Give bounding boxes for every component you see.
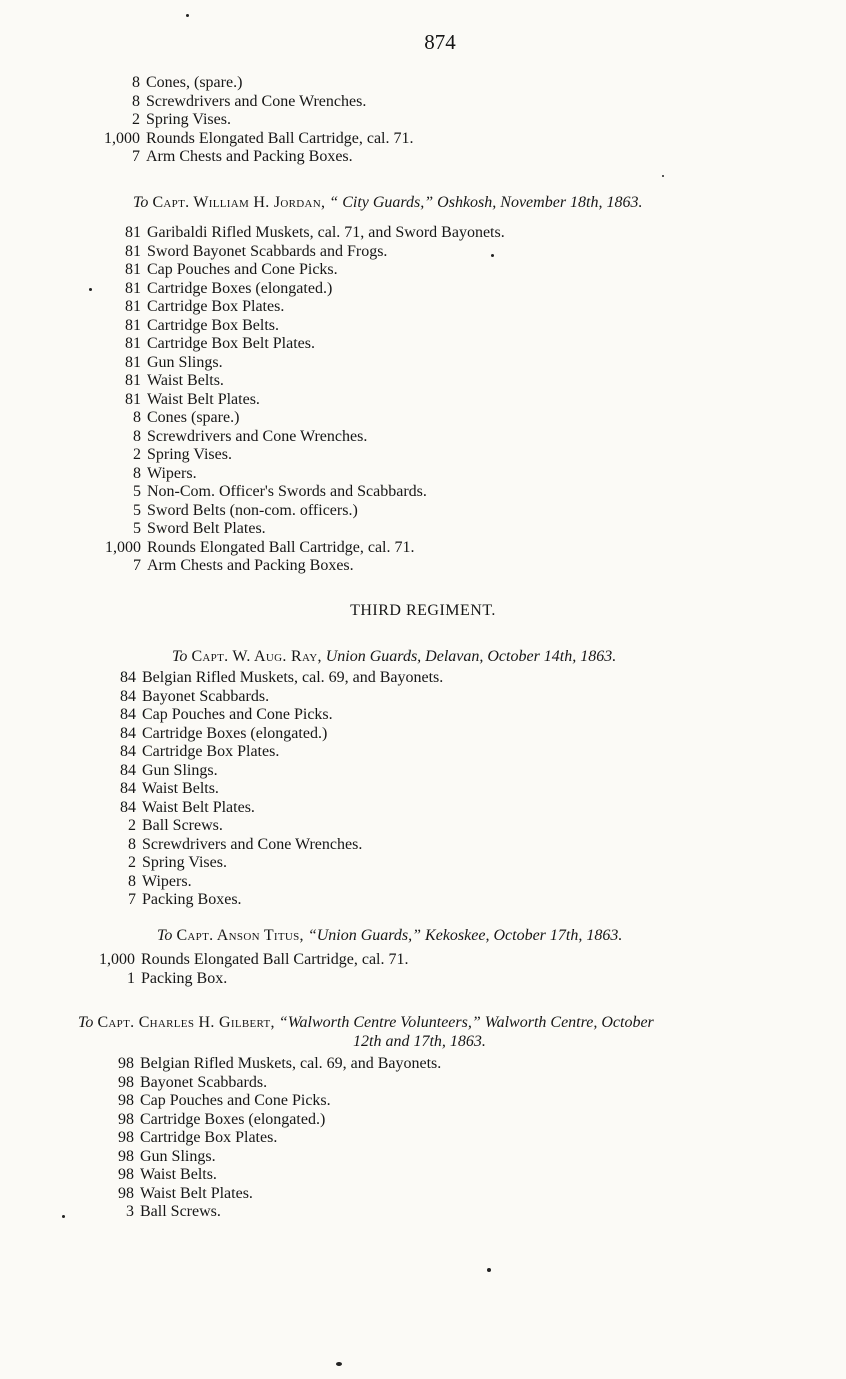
item-description: Cartridge Boxes (elongated.) [140, 1110, 326, 1128]
item-description: Spring Vises. [146, 111, 231, 128]
list-item [0, 854, 846, 873]
item-quantity: 84 [120, 780, 136, 797]
item-list-titus [0, 951, 846, 988]
heading-name: Capt. W. Aug. Ray, [191, 648, 322, 665]
item-quantity: 84 [120, 798, 136, 816]
item-description: Arm Chests and Packing Boxes. [146, 148, 353, 165]
item-description: Cap Pouches and Cone Picks. [140, 1092, 331, 1109]
list-item [0, 93, 846, 112]
item-quantity: 84 [120, 743, 136, 760]
list-item [0, 1074, 846, 1093]
item-list [0, 669, 846, 910]
item-list-jordan [0, 224, 846, 576]
item-description: Arm Chests and Packing Boxes. [147, 557, 354, 574]
item-quantity: 8 [128, 872, 136, 890]
list-item [0, 428, 846, 447]
item-description: Screwdrivers and Cone Wrenches. [146, 92, 367, 110]
item-list [0, 224, 846, 576]
item-quantity: 98 [118, 1073, 134, 1091]
item-quantity: 98 [118, 1147, 134, 1165]
heading-name: Capt. Anson Titus, [176, 927, 304, 944]
consignee-heading [133, 193, 642, 213]
item-quantity: 81 [125, 353, 141, 371]
item-quantity: 98 [118, 1110, 134, 1128]
item-quantity: 8 [132, 92, 140, 110]
list-item [0, 762, 846, 781]
list-item [0, 298, 846, 317]
list-item [0, 391, 846, 410]
list-item [0, 1203, 846, 1222]
item-quantity: 8 [133, 464, 141, 482]
list-item [0, 354, 846, 373]
item-description: Gun Slings. [140, 1147, 216, 1165]
item-quantity: 81 [125, 298, 141, 315]
list-item [0, 706, 846, 725]
item-description: Waist Belt Plates. [147, 390, 260, 408]
list-item [0, 743, 846, 762]
item-quantity: 2 [128, 817, 136, 834]
item-quantity: 1 [127, 969, 135, 987]
list-item [0, 74, 846, 93]
item-description: Cones (spare.) [147, 409, 240, 426]
item-quantity: 2 [132, 111, 140, 128]
item-description: Gun Slings. [142, 761, 218, 779]
list-item [0, 799, 846, 818]
item-description: Waist Belt Plates. [140, 1184, 253, 1202]
list-item [0, 335, 846, 354]
item-quantity: 98 [118, 1092, 134, 1109]
item-quantity: 1,000 [99, 951, 135, 968]
item-quantity: 81 [125, 261, 141, 278]
item-quantity: 81 [125, 316, 141, 334]
item-description: Spring Vises. [142, 854, 227, 871]
item-description: Cap Pouches and Cone Picks. [142, 706, 333, 723]
heading-details: “Walworth Centre Volunteers,” Walworth Centre, October [278, 1014, 654, 1031]
list-item [0, 148, 846, 167]
item-description: Screwdrivers and Cone Wrenches. [142, 835, 363, 853]
list-item [0, 1055, 846, 1074]
list-item [0, 372, 846, 391]
item-description: Waist Belt Plates. [142, 798, 255, 816]
item-description: Sword Bayonet Scabbards and Frogs. [147, 242, 388, 260]
item-quantity: 98 [118, 1184, 134, 1202]
page-number: 874 [424, 30, 456, 54]
item-description: Cartridge Boxes (elongated.) [142, 724, 328, 742]
item-description: Packing Box. [141, 969, 228, 987]
list-item [0, 1148, 846, 1167]
list-item [0, 891, 846, 910]
consignee-heading [172, 647, 616, 667]
item-description: Gun Slings. [147, 353, 223, 371]
item-description: Waist Belts. [140, 1166, 217, 1183]
item-description: Waist Belts. [147, 372, 224, 389]
item-list-ray [0, 669, 846, 910]
list-item [0, 539, 846, 558]
item-description: Cartridge Box Plates. [147, 298, 285, 315]
list-item [0, 409, 846, 428]
item-description: Ball Screws. [142, 817, 223, 834]
item-list [0, 74, 846, 167]
item-quantity: 81 [125, 372, 141, 389]
heading-details-line2: 12th and 17th, 1863. [353, 1033, 486, 1050]
item-description: Rounds Elongated Ball Cartridge, cal. 71. [147, 538, 415, 556]
list-item [0, 688, 846, 707]
heading-name: Capt. William H. Jordan, [152, 194, 326, 211]
heading-to: To [78, 1014, 94, 1031]
list-item [0, 669, 846, 688]
item-description: Wipers. [147, 464, 197, 482]
list-item [0, 130, 846, 149]
list-item [0, 520, 846, 539]
item-quantity: 1,000 [105, 538, 141, 556]
list-item [0, 261, 846, 280]
list-item [0, 725, 846, 744]
item-quantity: 7 [132, 148, 140, 165]
item-description: Sword Belts (non-com. officers.) [147, 501, 358, 519]
item-quantity: 8 [128, 835, 136, 853]
item-description: Cap Pouches and Cone Picks. [147, 261, 338, 278]
list-item [0, 836, 846, 855]
list-item [0, 502, 846, 521]
item-description: Screwdrivers and Cone Wrenches. [147, 427, 368, 445]
list-item [0, 1166, 846, 1185]
item-description: Bayonet Scabbards. [140, 1073, 268, 1091]
list-item [0, 483, 846, 502]
item-description: Sword Belt Plates. [147, 520, 266, 537]
item-quantity: 98 [118, 1129, 134, 1146]
heading-details: “ City Guards,” Oshkosh, November 18th, 1863. [329, 194, 643, 211]
heading-details: “Union Guards,” Kekoskee, October 17th, 1863. [307, 927, 623, 944]
item-description: Belgian Rifled Muskets, cal. 69, and Bayonets. [142, 669, 444, 686]
item-description: Cartridge Box Belts. [147, 316, 279, 334]
list-item [0, 1111, 846, 1130]
item-description: Rounds Elongated Ball Cartridge, cal. 71. [141, 951, 409, 968]
item-description: Cartridge Box Plates. [140, 1129, 278, 1146]
list-item [0, 780, 846, 799]
list-item [0, 280, 846, 299]
heading-to: To [133, 194, 149, 211]
item-quantity: 81 [125, 390, 141, 408]
item-quantity: 98 [118, 1166, 134, 1183]
heading-details: Union Guards, Delavan, October 14th, 1863. [325, 648, 617, 665]
item-quantity: 2 [133, 446, 141, 463]
item-description: Cones, (spare.) [146, 74, 243, 91]
item-quantity: 84 [120, 706, 136, 723]
list-item [0, 1185, 846, 1204]
item-description: Non-Com. Officer's Swords and Scabbards. [147, 483, 427, 500]
item-quantity: 5 [133, 520, 141, 537]
list-item [0, 111, 846, 130]
item-quantity: 84 [120, 724, 136, 742]
item-quantity: 81 [125, 224, 141, 241]
item-quantity: 7 [133, 557, 141, 574]
item-quantity: 8 [132, 74, 140, 91]
item-quantity: 5 [133, 501, 141, 519]
item-description: Cartridge Boxes (elongated.) [147, 279, 333, 297]
item-description: Ball Screws. [140, 1203, 221, 1220]
item-description: Rounds Elongated Ball Cartridge, cal. 71. [146, 129, 414, 147]
item-quantity: 1,000 [104, 129, 140, 147]
list-item [0, 1129, 846, 1148]
heading-to: To [157, 927, 173, 944]
list-item [0, 1092, 846, 1111]
item-quantity: 8 [133, 409, 141, 426]
list-item [0, 970, 846, 989]
list-item [0, 446, 846, 465]
item-list [0, 951, 846, 988]
item-description: Bayonet Scabbards. [142, 687, 270, 705]
continued-item-list [0, 74, 846, 167]
item-quantity: 84 [120, 687, 136, 705]
item-description: Waist Belts. [142, 780, 219, 797]
item-quantity: 2 [128, 854, 136, 871]
item-description: Garibaldi Rifled Muskets, cal. 71, and Sword Bayonets. [147, 224, 505, 241]
consignee-heading [157, 926, 622, 946]
list-item [0, 817, 846, 836]
item-description: Wipers. [142, 872, 192, 890]
item-quantity: 81 [125, 242, 141, 260]
item-quantity: 98 [118, 1055, 134, 1072]
consignee-heading [78, 1013, 654, 1033]
item-quantity: 3 [126, 1203, 134, 1220]
item-quantity: 81 [125, 335, 141, 352]
item-description: Spring Vises. [147, 446, 232, 463]
item-description: Packing Boxes. [142, 891, 242, 908]
heading-to: To [172, 648, 188, 665]
item-list [0, 1055, 846, 1222]
list-item [0, 465, 846, 484]
list-item [0, 243, 846, 262]
consignee-heading-continued [353, 1032, 486, 1052]
item-quantity: 7 [128, 891, 136, 908]
list-item [0, 951, 846, 970]
list-item [0, 557, 846, 576]
item-description: Belgian Rifled Muskets, cal. 69, and Bayonets. [140, 1055, 442, 1072]
list-item [0, 873, 846, 892]
regiment-title: THIRD REGIMENT. [350, 602, 496, 619]
list-item [0, 317, 846, 336]
item-description: Cartridge Box Plates. [142, 743, 280, 760]
heading-name: Capt. Charles H. Gilbert, [97, 1014, 275, 1031]
list-item [0, 224, 846, 243]
item-quantity: 5 [133, 483, 141, 500]
item-quantity: 84 [120, 669, 136, 686]
item-quantity: 84 [120, 761, 136, 779]
item-description: Cartridge Box Belt Plates. [147, 335, 315, 352]
item-quantity: 8 [133, 427, 141, 445]
item-quantity: 81 [125, 279, 141, 297]
item-list-gilbert [0, 1055, 846, 1222]
